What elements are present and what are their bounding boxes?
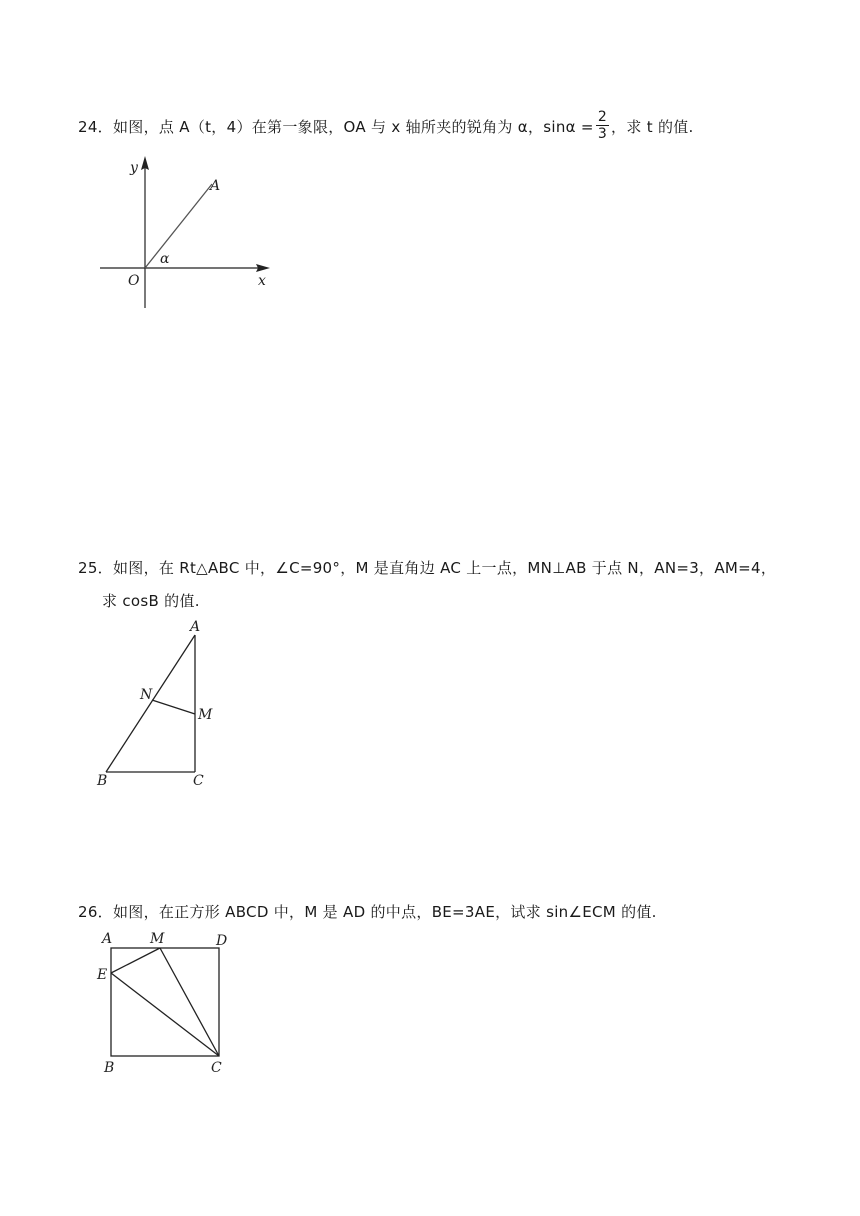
label-x: x — [258, 273, 266, 289]
fraction-denominator: 3 — [597, 126, 608, 142]
question-24-text — [78, 109, 694, 143]
segment-mn — [152, 700, 195, 714]
label-c: C — [193, 773, 204, 789]
x-axis-arrow — [256, 264, 270, 272]
question-25-line-1: 25．如图，在 Rt△ABC 中，∠C=90°，M 是直角边 AC 上一点，MN⊥AB 于点 N，AN=3，AM=4， — [78, 559, 777, 577]
label-n: N — [140, 687, 153, 703]
fraction-numerator: 2 — [597, 109, 608, 125]
side-ab — [106, 635, 195, 772]
label-e: E — [97, 967, 108, 983]
question-25-line-2: 求 cosB 的值. — [102, 592, 200, 610]
label-y: y — [130, 160, 138, 176]
figure-24-coordinate-plane — [90, 150, 290, 320]
y-axis-arrow — [141, 156, 149, 170]
label-c: C — [211, 1060, 222, 1076]
fraction-sin-alpha — [596, 110, 609, 141]
label-a: A — [210, 178, 221, 194]
label-d: D — [216, 933, 228, 949]
segment-em — [111, 948, 160, 973]
label-b: B — [104, 1060, 115, 1076]
figure-26-square — [90, 928, 240, 1078]
label-alpha: α — [160, 251, 170, 267]
question-24-text-after: ，求 t 的值. — [611, 118, 694, 136]
label-m: M — [150, 931, 165, 947]
label-o: O — [128, 273, 140, 289]
figure-25-right-triangle — [90, 618, 230, 793]
label-b: B — [97, 773, 108, 789]
ray-oa — [145, 184, 212, 268]
question-26-text: 26．如图，在正方形 ABCD 中，M 是 AD 的中点，BE=3AE，试求 sin∠ECM 的值. — [78, 903, 657, 921]
segment-ec — [111, 973, 219, 1056]
label-a: A — [102, 931, 113, 947]
question-24-text-before: 24．如图，点 A（t，4）在第一象限，OA 与 x 轴所夹的锐角为 α，sinα = — [78, 118, 594, 136]
segment-mc — [160, 948, 219, 1056]
label-m: M — [198, 707, 213, 723]
label-a: A — [190, 619, 201, 635]
